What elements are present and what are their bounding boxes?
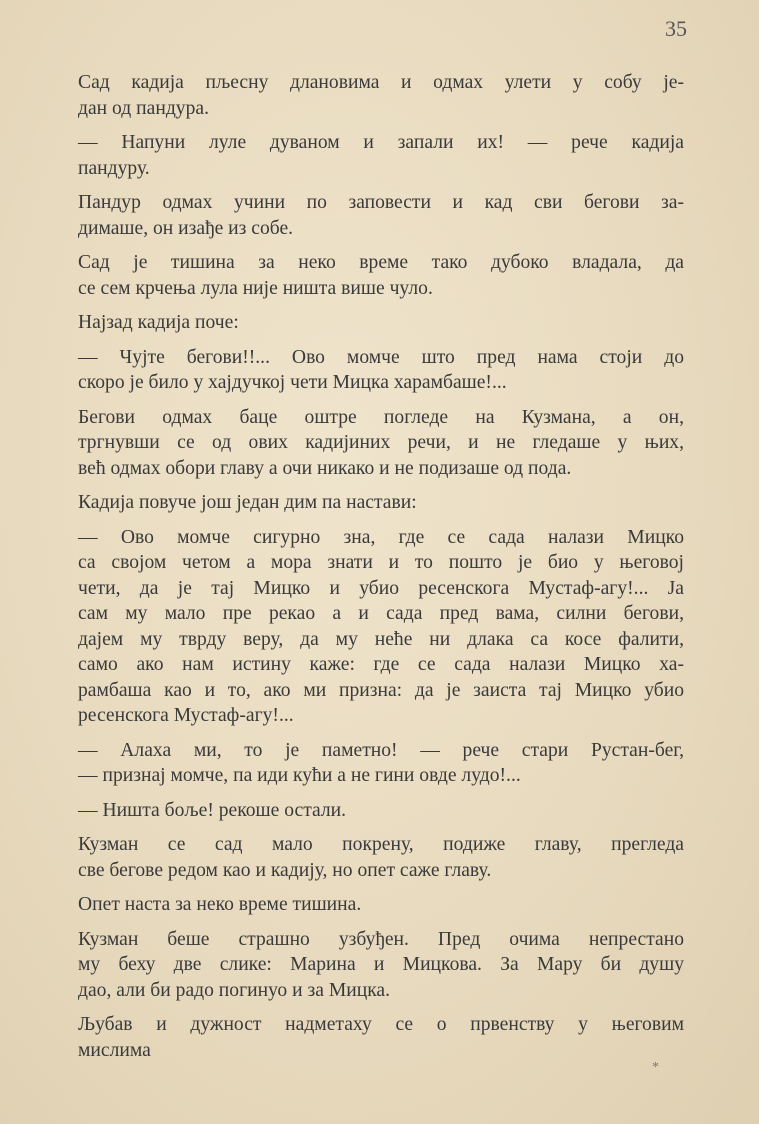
paragraph (78, 310, 684, 336)
text-line: — признај момче, па иди кући а не гини овде лудо!... (78, 765, 521, 786)
footer-mark: * (652, 1060, 659, 1075)
text-line: — Ово момче сигурно зна, где се сада налази Мицко (78, 526, 684, 548)
text-line: димаше, он изађе из собе. (78, 217, 294, 239)
paragraph (78, 525, 684, 729)
text-line: — Алаха ми, то је паметно! — рече стари Рустан-бег, (78, 739, 684, 761)
text-line: тргнувши се од ових кадијиних речи, и не гледаше у њих, (78, 432, 684, 453)
paragraph (78, 927, 684, 1004)
text-line: дан од пандура. (78, 97, 209, 119)
text-line: — Ништа боље! рекоше остали. (78, 799, 347, 821)
text-line: сам му мало пре рекао а и сада пред вама, силни бегови, (78, 603, 684, 624)
text-line: Љубав и дужност надметаху се о првенству у његовим (78, 1014, 684, 1035)
text-line: му беху две слике: Марина и Мицкова. За Мару би душу (78, 954, 684, 975)
paragraph (78, 798, 684, 824)
text-line: — Напуни луле дуваном и запали их! — рече кадија (78, 132, 684, 153)
text-line: — Чујте бегови!!... Ово момче што пред нама стоји до (78, 346, 684, 368)
paragraph (78, 190, 684, 241)
paragraph (78, 250, 684, 301)
text-line: већ одмах обори главу а очи никако и не подизаше од пода. (78, 457, 572, 479)
text-line: све бегове редом као и кадију, но опет саже главу. (78, 859, 492, 881)
text-line: дајем му тврду веру, да му неће ни длака са косе фалити, (78, 628, 684, 650)
text-line: чети, да је тај Мицко и убио ресенскога Мустаф-агу!... Ја (78, 577, 684, 599)
text-line: Бегови одмах баце оштре погледе на Кузмана, а он, (78, 406, 684, 428)
paragraph (78, 892, 684, 918)
page-text (78, 70, 684, 1072)
text-line: мислима (78, 1039, 151, 1061)
paragraph (78, 70, 684, 121)
text-line: скоро је било у хајдучкој чети Мицка харамбаше!... (78, 372, 507, 393)
text-line: се сем крчења лула није ништа више чуло. (78, 277, 433, 299)
text-line: рамбаша као и то, ако ми призна: да је заиста тај Мицко убио (78, 679, 684, 701)
text-line: пандуру. (78, 157, 150, 179)
page-number: 35 (665, 16, 687, 41)
text-line: са својом четом а мора знати и то пошто је био у његовој (78, 552, 684, 573)
text-line: ресенскога Мустаф-агу!... (78, 705, 294, 726)
paragraph (78, 405, 684, 482)
text-line: Кузман беше страшно узбуђен. Пред очима непрестано (78, 928, 684, 950)
text-line: Сад кадија пљесну длановима и одмах улети у собу је- (78, 72, 684, 93)
text-line: Кадија повуче још један дим па настави: (78, 492, 417, 513)
text-line: Пандур одмах учини по заповести и кад сви бегови за- (78, 192, 684, 213)
text-line: Најзад кадија поче: (78, 312, 239, 333)
paragraph (78, 738, 684, 789)
paragraph (78, 490, 684, 516)
paragraph (78, 832, 684, 883)
paragraph (78, 1012, 684, 1063)
text-line: Опет наста за неко време тишина. (78, 894, 362, 915)
paragraph (78, 345, 684, 396)
text-line: само ако нам истину каже: где се сада налази Мицко ха- (78, 654, 684, 675)
text-line: дао, али би радо погинуо и за Мицка. (78, 979, 391, 1001)
text-line: Сад је тишина за неко време тако дубоко владала, да (78, 252, 684, 273)
text-line: Кузман се сад мало покрену, подиже главу, прегледа (78, 834, 684, 855)
paragraph (78, 130, 684, 181)
